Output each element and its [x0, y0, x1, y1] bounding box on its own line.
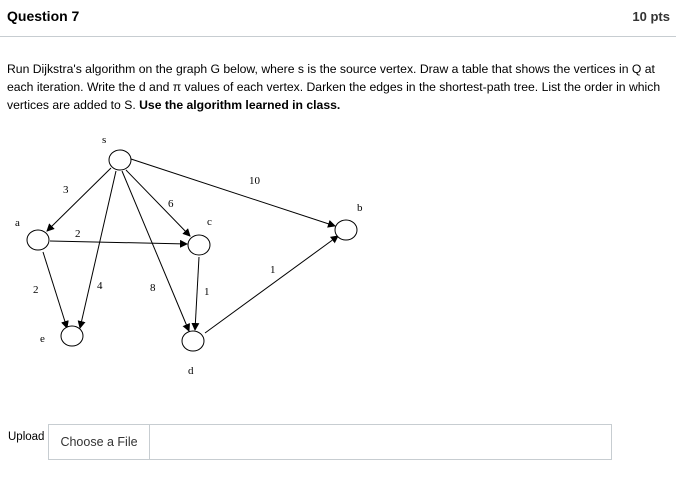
vertex-label-a: a	[15, 217, 20, 229]
upload-label: Upload	[8, 431, 45, 443]
weight-c-d: 1	[204, 286, 210, 298]
weight-d-b: 1	[270, 264, 276, 276]
vertex-label-e: e	[40, 333, 45, 345]
question-bold-instruction: Use the algorithm learned in class.	[139, 98, 341, 112]
choose-file-button[interactable]: Choose a File	[49, 425, 150, 459]
question-instructions: Run Dijkstra's algorithm on the graph G below, where s is the source vertex. Draw a table that shows the vertices in Q at each iteration. Write the d and π values of each vertex. Darken the edges in the shortest-path tree. List the order in which vertices are added to S.	[7, 62, 661, 112]
weight-s-d: 8	[150, 282, 156, 294]
vertex-label-s: s	[102, 134, 107, 146]
vertex-d	[182, 331, 204, 351]
weight-s-e: 4	[97, 280, 103, 292]
vertex-label-b: b	[357, 202, 363, 214]
graph-figure	[0, 125, 420, 385]
vertex-label-c: c	[207, 216, 212, 228]
vertex-label-d: d	[188, 365, 194, 377]
edge-s-e	[80, 171, 116, 328]
weight-s-c: 6	[168, 198, 174, 210]
vertex-c	[188, 235, 210, 255]
weight-s-b: 10	[249, 175, 260, 187]
edge-s-d	[122, 171, 189, 331]
vertex-e	[61, 326, 83, 346]
vertex-a	[27, 230, 49, 250]
file-upload-field[interactable]	[48, 424, 612, 460]
edge-s-b	[131, 159, 335, 226]
edge-d-b	[205, 236, 338, 333]
edge-c-d	[195, 257, 199, 330]
question-title: Question 7	[7, 8, 80, 24]
weight-a-c: 2	[75, 228, 81, 240]
weight-a-e: 2	[33, 284, 39, 296]
question-header	[0, 0, 676, 37]
vertex-b	[335, 220, 357, 240]
weight-s-a: 3	[63, 184, 69, 196]
vertex-s	[109, 150, 131, 170]
edge-s-a	[47, 168, 111, 231]
question-points: 10 pts	[632, 9, 670, 24]
edge-a-e	[43, 252, 67, 328]
question-text	[7, 60, 669, 114]
edge-a-c	[50, 241, 187, 244]
